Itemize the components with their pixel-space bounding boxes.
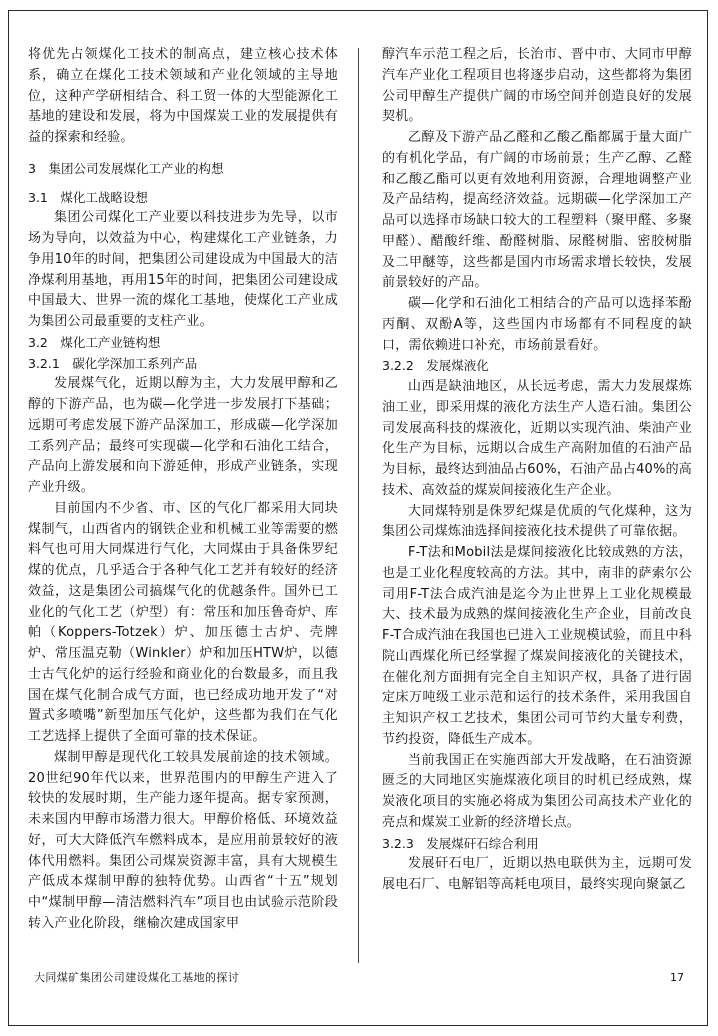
- ft-mobil-paragraph: F-T法和Mobil法是煤间接液化比较成熟的方法，也是工业化程度较高的方法。其中，南非的萨索尔公司用F-T法合成汽油是迄今为止世界上工业化规模最大、技术最为成熟的煤间接液化生产企业，目前改良F-T合成汽油在我国也已进入工业规模试验，而且中科院山西煤化所已经掌握了煤炭间接液化的关键技术，在催化剂方面拥有完全自主知识产权，具备了进行固定床万吨级工业示范和运行的技术条件，采用我国自主知识产权工艺技术，集团公司可节约大量专利费，节约投资，降低生产成本。: [382, 545, 692, 747]
- methanol-continuation-paragraph: 醇汽车示范工程之后，长治市、晋中市、大同市甲醇汽车产业化工程项目也将逐步启动，这些都将为集团公司甲醇生产提供广阔的市场空间并创造良好的发展契机。: [382, 47, 692, 125]
- gangue-paragraph: 发展矸石电厂，近期以热电联供为主，远期可发展电石厂、电解铝等高耗电项目，最终实现向聚氯乙: [382, 856, 692, 892]
- right-column: [382, 45, 692, 896]
- section-3-heading: 3 集团公司发展煤化工产业的构想: [28, 160, 224, 176]
- western-development-paragraph: 当前我国正在实施西部大开发战略，在石油资源匮乏的大同地区实施煤液化项目的时机已经成熟，煤炭液化项目的实施必将成为集团公司高技术产业化的亮点和煤炭工业新的经济增长点。: [382, 752, 692, 830]
- section-3-2-2-heading: 3.2.2 发展煤液化: [382, 358, 489, 374]
- jurassic-coal-paragraph: 大同煤特别是侏罗纪煤是优质的气化煤种，这为集团公司煤炼油选择间接液化技术提供了可靠依据。: [382, 503, 692, 540]
- methanol-paragraph: 煤制甲醇是现代化工较具发展前途的技术领域。20世纪90年代以来，世界范围内的甲醇生产进入了较快的发展时期，生产能力逐年提高。据专家预测，未来国内甲醇市场潜力很大。甲醇价格低、环境效益好，可大大降低汽车燃料成本，是应用前景较好的液体代用燃料。集团公司煤炭资源丰富，具有大规模生产低成本煤制甲醇的独特优势。山西省“十五”规划中“煤制甲醇—清洁燃料汽车”项目也由试验示范阶段转入产业化阶段，继榆次建成国家甲: [28, 749, 338, 931]
- section-3-2-1-heading: 3.2.1 碳化学深加工系列产品: [28, 355, 198, 371]
- gasification-process-paragraph: 目前国内不少省、市、区的气化厂都采用大同块煤制气，山西省内的钢铁企业和机械工业等需要的燃料气也可用大同煤进行气化，大同煤由于具备侏罗纪煤的优点，几乎适合于各种气化工艺并有较好的经济效益，这是集团公司搞煤气化的优越条件。国外已工业化的气化工艺（炉型）有：常压和加压鲁奇炉、库帕（Koppers-Totzek）炉、加压德士古炉、壳牌炉、常压温克勒（Winkler）炉和加压HTW炉，以德士古气化炉的运行经验和商业化的台数最多，而且我国在煤气化制合成气方面，也已经成功地开发了“对置式多喷嘴”新型加压气化炉，这些都为我们在气化工艺选择上提供了全面可靠的技术保证。: [28, 500, 338, 744]
- ethanol-paragraph: 乙醇及下游产品乙醛和乙酸乙酯都属于量大面广的有机化学品，有广阔的市场前景；生产乙醇、乙醛和乙酸乙酯可以更有效地利用资源，合理地调整产业及产品结构，提高经济效益。远期碳—化学深加工产品可以选择市场缺口较大的工程塑料（聚甲醛、多聚甲醛）、醋酸纤维、酚醛树脂、尿醛树脂、密胶树脂及二甲醚等，这些都是国内市场需求增长较快，发展前景较好的产品。: [382, 130, 692, 291]
- section-3-1-heading: 3.1 煤化工战略设想: [28, 189, 148, 205]
- carbon-chemistry-paragraph: 碳—化学和石油化工相结合的产品可以选择苯酚丙酮、双酚A等，这些国内市场都有不同程度的缺口，需依赖进口补充，市场前景看好。: [382, 296, 692, 353]
- section-3-2-heading: 3.2 煤化工产业链构想: [28, 334, 161, 350]
- page-number: 17: [670, 970, 684, 984]
- section-3-1-paragraph: 集团公司煤化工产业要以科技进步为先导，以市场为导向，以效益为中心，构建煤化工产业链条，力争用10年的时间，把集团公司建设成为中国最大的洁净煤利用基地，再用15年的时间，把集团公司建设成中国最大、世界一流的煤化工基地，使煤化工产业成为集团公司最重要的支柱产业。: [28, 210, 338, 329]
- page-footer: [34, 968, 684, 986]
- intro-paragraph: 将优先占领煤化工技术的制高点，建立核心技术体系，确立在煤化工技术领域和产业化领域的主导地位，这种产学研相结合、科工贸一体的大型能源化工基地的建设和发展，将为中国煤炭工业的发展提供有益的探索和经验。: [28, 47, 338, 145]
- column-divider: [358, 48, 359, 963]
- liquefaction-paragraph: 山西是缺油地区，从长远考虑，需大力发展煤炼油工业，即采用煤的液化方法生产人造石油。集团公司发展高科技的煤液化，近期以实现汽油、柴油产业化生产为目标，远期以合成生产高附加值的石油产品为目标，最终达到油品占60%，石油产品占40%的高技术、高效益的煤炭间接液化生产企业。: [382, 379, 692, 498]
- section-3-2-3-heading: 3.2.3 发展煤矸石综合利用: [382, 835, 539, 851]
- footer-title: 大同煤矿集团公司建设煤化工基地的探讨: [34, 971, 240, 984]
- left-column: [28, 45, 338, 935]
- coal-gasification-paragraph: 发展煤气化，近期以醇为主，大力发展甲醇和乙醇的下游产品，也为碳—化学进一步发展打下基础；远期可考虑发展下游产品深加工，形成碳—化学深加工系列产品；最终可实现碳—化学和石油化工结合，产品向上游发展和向下游延伸，形成产业链条，实现产业升级。: [28, 376, 338, 495]
